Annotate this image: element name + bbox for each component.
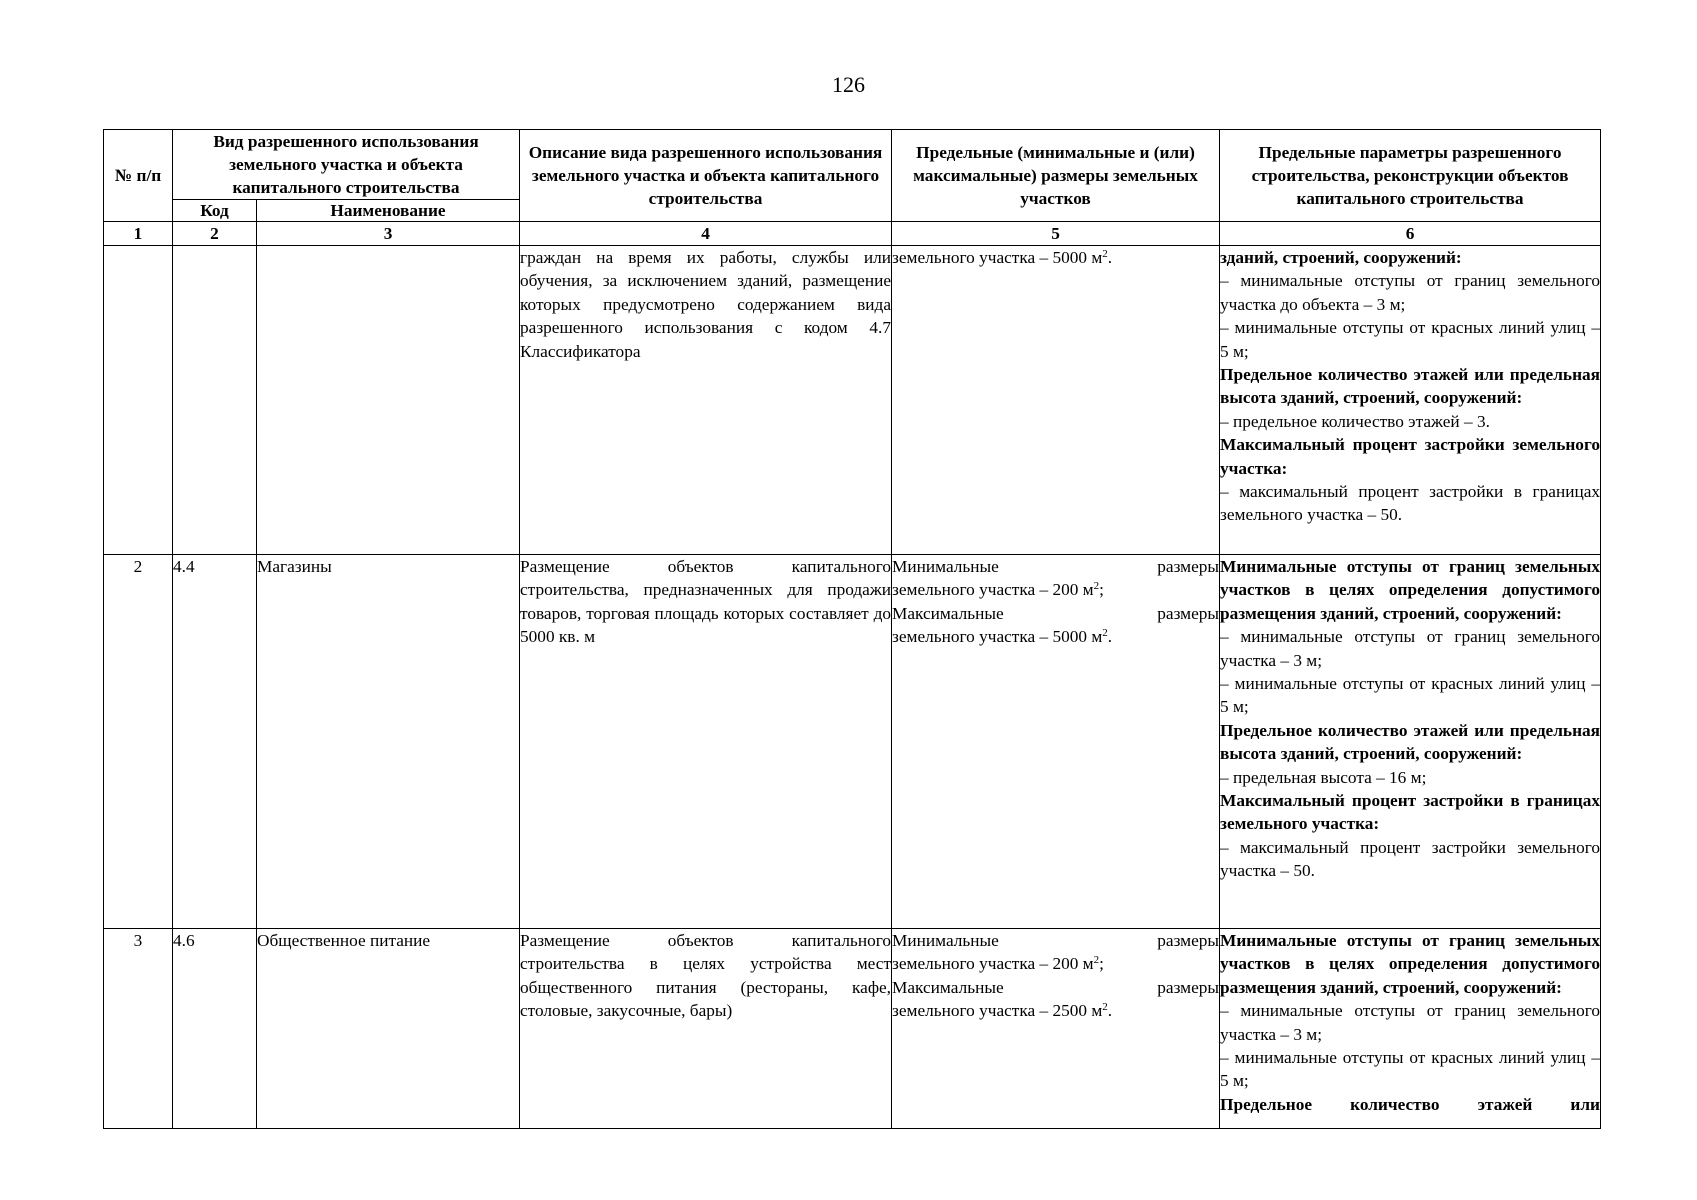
- cell-name: Общественное питание: [257, 929, 520, 1129]
- cell-description: [520, 555, 892, 929]
- header-code: Код: [173, 200, 257, 222]
- cell-name: [257, 246, 520, 555]
- size-max-value: [892, 246, 1219, 269]
- param-line: – минимальные отступы от красных линий улиц – 5 м;: [1220, 318, 1601, 361]
- size-value-exponent: 2: [1102, 627, 1108, 640]
- param-line: – минимальные отступы от красных линий улиц – 5 м;: [1220, 674, 1601, 717]
- header-params: Предельные параметры разрешенного строительства, реконструкции объектов капитального строительства: [1220, 130, 1601, 222]
- cell-name: Магазины: [257, 555, 520, 929]
- cell-description: [520, 929, 892, 1129]
- header-description: Описание вида разрешенного использования земельного участка и объекта капитального строительства: [520, 130, 892, 222]
- param-heading: Максимальный процент застройки земельного участка:: [1220, 435, 1601, 478]
- size-value-text: земельного участка – 2500 м: [892, 1001, 1103, 1021]
- param-line: – предельное количество этажей – 3.: [1220, 411, 1490, 431]
- size-value-exponent: 2: [1102, 1001, 1108, 1014]
- column-number: 6: [1220, 222, 1601, 246]
- cell-params: [1220, 555, 1601, 929]
- param-line: – максимальный процент застройки земельного участка – 50.: [1220, 837, 1601, 881]
- column-number: 4: [520, 222, 892, 246]
- param-line: – минимальные отступы от границ земельного участка до объекта – 3 м;: [1220, 271, 1601, 314]
- size-value-punct: ;: [1099, 580, 1104, 600]
- param-line: – максимальный процент застройки в границах земельного участка – 50.: [1220, 482, 1601, 525]
- column-number: 3: [257, 222, 520, 246]
- size-value-exponent: 2: [1102, 248, 1108, 260]
- description-text: Размещение объектов капитального строительства в целях устройства мест общественного питания (рестораны, кафе, столовые, закусочные, бары): [520, 931, 892, 1021]
- size-min-label: Минимальные размеры: [892, 931, 1220, 950]
- size-value-text: земельного участка – 200 м: [892, 954, 1094, 974]
- size-max-label: Максимальные размеры: [892, 977, 1220, 997]
- cell-params: [1220, 929, 1601, 1129]
- param-heading: Минимальные отступы от границ земельных участков в целях определения допустимого размещения зданий, строений, сооружений:: [1220, 557, 1601, 623]
- size-value-text: земельного участка – 5000 м: [892, 248, 1103, 267]
- param-line: – минимальные отступы от красных линий улиц – 5 м;: [1220, 1048, 1601, 1091]
- cell-sizes: [892, 929, 1220, 1129]
- size-value-punct: .: [1107, 248, 1113, 267]
- cell-num: [104, 246, 173, 555]
- description-text: граждан на время их работы, службы или обучения, за исключением зданий, размещение которых предусмотрено содержанием вида разрешенного использования с кодом 4.7 Классификатора: [520, 248, 892, 361]
- param-line: – минимальные отступы от границ земельного участка – 3 м;: [1220, 1001, 1601, 1044]
- size-min-value: [892, 578, 1219, 601]
- size-max-label: Максимальные размеры: [892, 603, 1220, 623]
- param-line: – минимальные отступы от границ земельного участка – 3 м;: [1220, 627, 1601, 670]
- cell-sizes: [892, 246, 1220, 555]
- size-min-value: [892, 952, 1219, 975]
- size-max-value: [892, 999, 1219, 1022]
- size-min-label: Минимальные размеры: [892, 557, 1220, 576]
- cell-params: [1220, 246, 1601, 555]
- param-heading: Предельное количество этажей или: [1220, 1094, 1601, 1114]
- size-value-text: земельного участка – 200 м: [892, 580, 1094, 600]
- regulations-table: [103, 129, 1601, 1129]
- size-value-punct: .: [1107, 627, 1113, 647]
- size-value-punct: ;: [1099, 954, 1104, 974]
- param-line: – предельная высота – 16 м;: [1220, 767, 1427, 787]
- table-row: [104, 555, 1601, 929]
- page-number: 126: [832, 72, 865, 97]
- param-heading: Предельное количество этажей или предельная высота зданий, строений, сооружений:: [1220, 365, 1601, 408]
- header-num: № п/п: [104, 130, 173, 222]
- cell-code: 4.6: [173, 929, 257, 1129]
- table-row: [104, 929, 1601, 1129]
- size-max-value: [892, 625, 1219, 648]
- param-heading: Максимальный процент застройки в границах земельного участка:: [1220, 791, 1601, 834]
- description-text: Размещение объектов капитального строительства, предназначенных для продажи товаров, торговая площадь которых составляет до 5000 кв. м: [520, 557, 892, 647]
- column-number: 1: [104, 222, 173, 246]
- cell-sizes: [892, 555, 1220, 929]
- size-value-punct: .: [1107, 1001, 1113, 1021]
- cell-num: 2: [104, 555, 173, 929]
- table-row: [104, 246, 1601, 555]
- param-heading: зданий, строений, сооружений:: [1220, 248, 1462, 267]
- column-number: 5: [892, 222, 1220, 246]
- cell-code: 4.4: [173, 555, 257, 929]
- cell-code: [173, 246, 257, 555]
- column-number: 2: [173, 222, 257, 246]
- param-heading: Минимальные отступы от границ земельных участков в целях определения допустимого размещения зданий, строений, сооружений:: [1220, 931, 1601, 997]
- cell-description: [520, 246, 892, 555]
- header-sizes: Предельные (минимальные и (или) максимальные) размеры земельных участков: [892, 130, 1220, 222]
- param-heading: Предельное количество этажей или предельная высота зданий, строений, сооружений:: [1220, 720, 1601, 764]
- size-value-text: земельного участка – 5000 м: [892, 627, 1103, 647]
- header-name: Наименование: [257, 200, 520, 222]
- cell-num: 3: [104, 929, 173, 1129]
- size-value-exponent: 2: [1093, 954, 1100, 967]
- size-value-exponent: 2: [1093, 580, 1100, 593]
- header-vid: Вид разрешенного использования земельного участка и объекта капитального строительства: [173, 130, 520, 200]
